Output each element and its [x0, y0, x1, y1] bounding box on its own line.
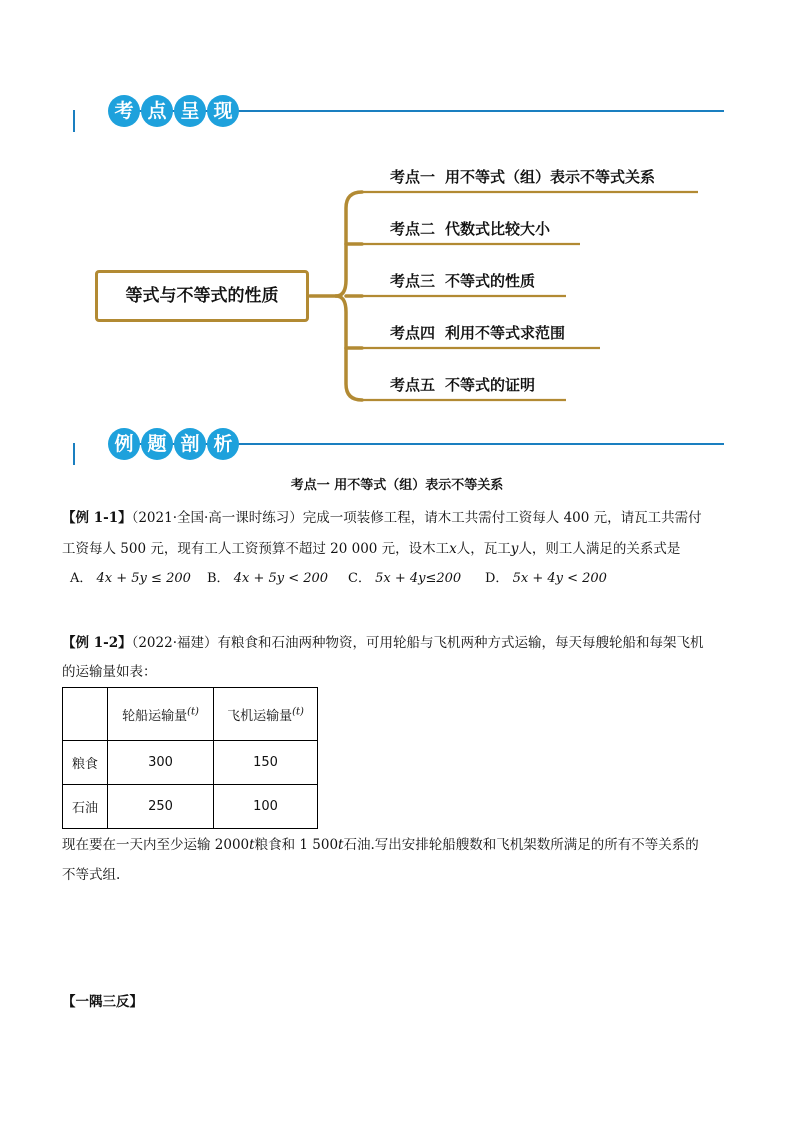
option-expr: 5x + 4y < 200	[512, 571, 607, 586]
example-1-1-line2	[62, 536, 742, 562]
table-header-cell	[108, 688, 214, 741]
mindmap-branch-4	[390, 322, 565, 343]
example-text: 粮食和 1 500	[254, 837, 339, 853]
var-y: y	[510, 541, 519, 557]
banner-char: 析	[207, 428, 239, 460]
branch-label: 利用不等式求范围	[445, 324, 566, 342]
unit-t: t	[338, 837, 344, 853]
example-tag: 【例 1-2】	[62, 635, 132, 651]
branch-key: 考点四	[390, 324, 436, 342]
banner-tick	[73, 443, 75, 465]
branch-label: 不等式的证明	[445, 376, 536, 394]
branch-key: 考点三	[390, 272, 436, 290]
example-source: （2021·全国·高一课时练习）	[131, 510, 303, 526]
example-text: 现在要在一天内至少运输 2000	[62, 837, 250, 853]
header-label: 轮船运输量	[122, 708, 188, 724]
mindmap-center: 等式与不等式的性质	[95, 270, 309, 322]
option-expr: 4x + 5y < 200	[233, 571, 329, 586]
example-text: 石油.写出安排轮船艘数和飞机架数所满足的所有不等关系的	[343, 837, 699, 853]
option-expr: 5x + 4y≤200	[375, 571, 462, 586]
mindmap-branch-2	[390, 218, 550, 239]
example-tag: 【例 1-1】	[62, 510, 132, 526]
banner-char: 题	[141, 428, 173, 460]
table-row	[63, 741, 318, 785]
table-row	[63, 785, 318, 829]
example-1-2-after2: 不等式组.	[62, 867, 121, 883]
example-source: （2022·福建）	[131, 635, 218, 651]
banner-char: 考	[108, 95, 140, 127]
option-letter: A．	[70, 571, 93, 586]
banner-char: 例	[108, 428, 140, 460]
mindmap-branch-3	[390, 270, 535, 291]
header-unit: (t)	[292, 706, 304, 718]
mindmap-branch-1	[390, 166, 655, 187]
section-banner-kaodian	[70, 95, 724, 135]
table-header-cell	[214, 688, 318, 741]
table-cell: 150	[214, 741, 318, 785]
example-1-1-line1	[62, 505, 742, 531]
row-label: 粮食	[63, 741, 108, 785]
option-letter: D．	[485, 571, 509, 586]
header-unit: (t)	[187, 706, 199, 718]
table-cell: 100	[214, 785, 318, 829]
table-header-cell	[63, 688, 108, 741]
banner-char: 点	[141, 95, 173, 127]
table-cell: 250	[108, 785, 214, 829]
unit-t: t	[249, 837, 255, 853]
header-label: 飞机运输量	[227, 708, 293, 724]
example-text: 完成一项装修工程，请木工共需付工资每人 400 元，请瓦工共需付	[302, 510, 702, 526]
banner-char: 现	[207, 95, 239, 127]
example-text: 工资每人 500 元，现有工人工资预算不超过 20 000 元，设木工	[62, 541, 450, 557]
branch-label: 不等式的性质	[445, 272, 536, 290]
practice-label: 【一隅三反】	[62, 994, 143, 1010]
option-expr: 4x + 5y ≤ 200	[96, 571, 191, 586]
branch-label: 用不等式（组）表示不等式关系	[445, 168, 656, 186]
banner-char: 剖	[174, 428, 206, 460]
banner-char: 呈	[174, 95, 206, 127]
example-1-2-after1	[62, 832, 742, 858]
example-text: 人，瓦工	[456, 541, 511, 557]
option-c	[348, 567, 461, 586]
row-label: 石油	[63, 785, 108, 829]
example-1-2-line1	[62, 630, 742, 656]
table-header-row	[63, 688, 318, 741]
example-1-2-line2: 的运输量如表：	[62, 664, 157, 680]
transport-table	[62, 687, 318, 829]
example-text: 人，则工人满足的关系式是	[518, 541, 681, 557]
branch-label: 代数式比较大小	[445, 220, 551, 238]
mindmap-branch-5	[390, 374, 535, 395]
table-cell: 300	[108, 741, 214, 785]
branch-key: 考点一	[390, 168, 436, 186]
option-letter: C．	[348, 571, 371, 586]
section-banner-liti	[70, 428, 724, 468]
banner-tick	[73, 110, 75, 132]
option-b	[207, 567, 328, 586]
example-text: 有粮食和石油两种物资，可用轮船与飞机两种方式运输，每天每艘轮船和每架飞机	[217, 635, 704, 651]
branch-key: 考点二	[390, 220, 436, 238]
section-title: 考点一 用不等式（组）表示不等关系	[290, 478, 504, 493]
option-d	[485, 567, 607, 586]
var-x: x	[449, 541, 457, 557]
option-a	[70, 567, 191, 586]
option-letter: B．	[207, 571, 230, 586]
branch-key: 考点五	[390, 376, 436, 394]
